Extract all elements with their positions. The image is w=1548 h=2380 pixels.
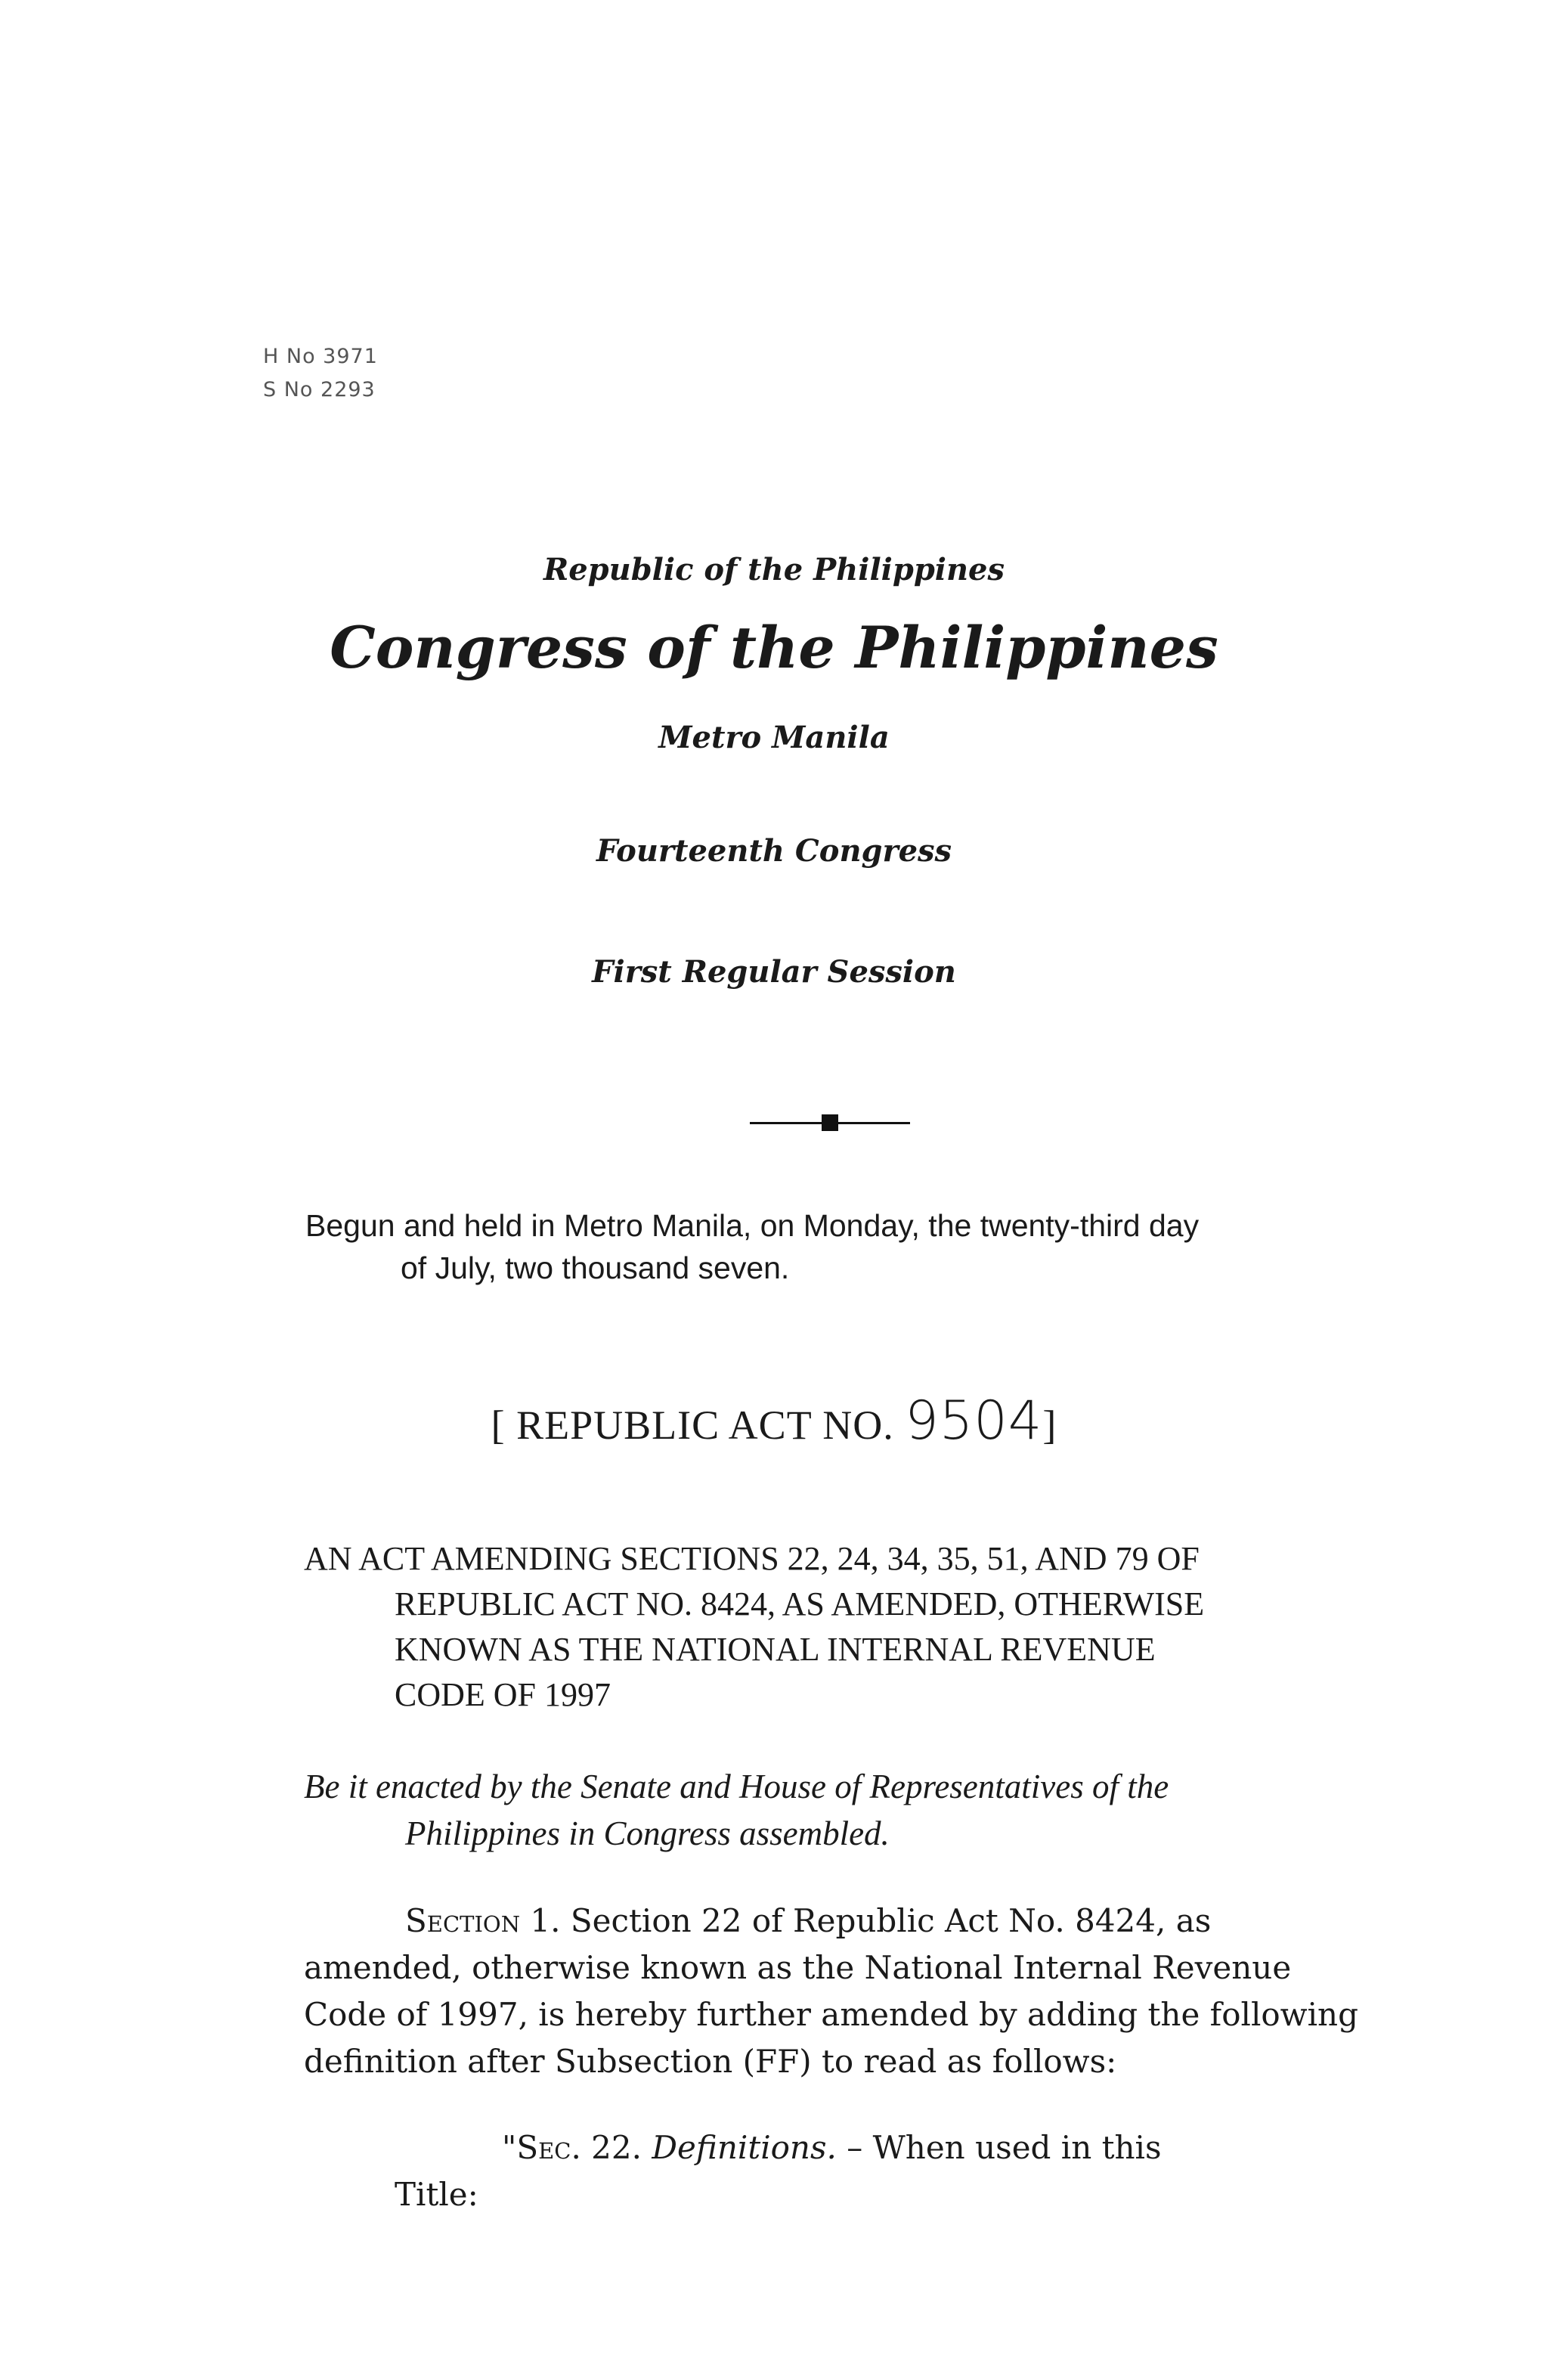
senate-bill-number: S No 2293	[263, 378, 376, 401]
enacting-clause-line-2: Philippines in Congress assembled.	[405, 1814, 890, 1852]
session-heading: First Regular Session	[592, 954, 956, 990]
congress-number-heading: Fourteenth Congress	[596, 833, 952, 869]
republic-act-prefix: [ REPUBLIC ACT NO.	[491, 1402, 894, 1448]
act-title-line-3: KNOWN AS THE NATIONAL INTERNAL REVENUE	[395, 1631, 1156, 1668]
house-bill-number: H No 3971	[263, 345, 378, 368]
section-1-line-1	[405, 1898, 1211, 1945]
section-1-line-3: Code of 1997, is hereby further amended by adding the following	[304, 1996, 1358, 2033]
act-title-line-4: CODE OF 1997	[395, 1676, 611, 1713]
section-1-label: Section 1.	[405, 1902, 561, 1939]
begun-line-1: Begun and held in Metro Manila, on Monday, the twenty-third day	[305, 1208, 1200, 1243]
location-heading: Metro Manila	[658, 720, 890, 755]
act-title-line-1: AN ACT AMENDING SECTIONS 22, 24, 34, 35, 51, AND 79 OF	[304, 1540, 1200, 1577]
republic-act-number	[0, 1390, 1548, 1452]
sec-22-dash: –	[847, 2129, 863, 2166]
sec-22-text: When used in this	[872, 2129, 1162, 2166]
congress-heading: Congress of the Philippines	[330, 614, 1218, 681]
act-title-line-2: REPUBLIC ACT NO. 8424, AS AMENDED, OTHERWISE	[395, 1585, 1205, 1622]
sec-22-title-word: Title:	[395, 2176, 478, 2213]
section-1-text: Section 22 of Republic Act No. 8424, as	[570, 1902, 1212, 1939]
begun-line-2: of July, two thousand seven.	[401, 1250, 790, 1285]
enacting-clause-line-1: Be it enacted by the Senate and House of Representatives of the	[304, 1768, 1169, 1805]
sec-22-label: "Sec. 22.	[502, 2129, 642, 2166]
sec-22-heading	[502, 2124, 1162, 2171]
republic-act-suffix: ]	[1042, 1402, 1057, 1448]
republic-act-number-value: 9504	[905, 1390, 1043, 1452]
republic-heading: Republic of the Philippines	[543, 552, 1005, 587]
ornament-divider-mark	[822, 1114, 838, 1131]
section-1-line-4: definition after Subsection (FF) to read as follows:	[304, 2043, 1117, 2080]
sec-22-title: Definitions.	[652, 2129, 837, 2166]
section-1-line-2: amended, otherwise known as the National Internal Revenue	[304, 1949, 1292, 1986]
